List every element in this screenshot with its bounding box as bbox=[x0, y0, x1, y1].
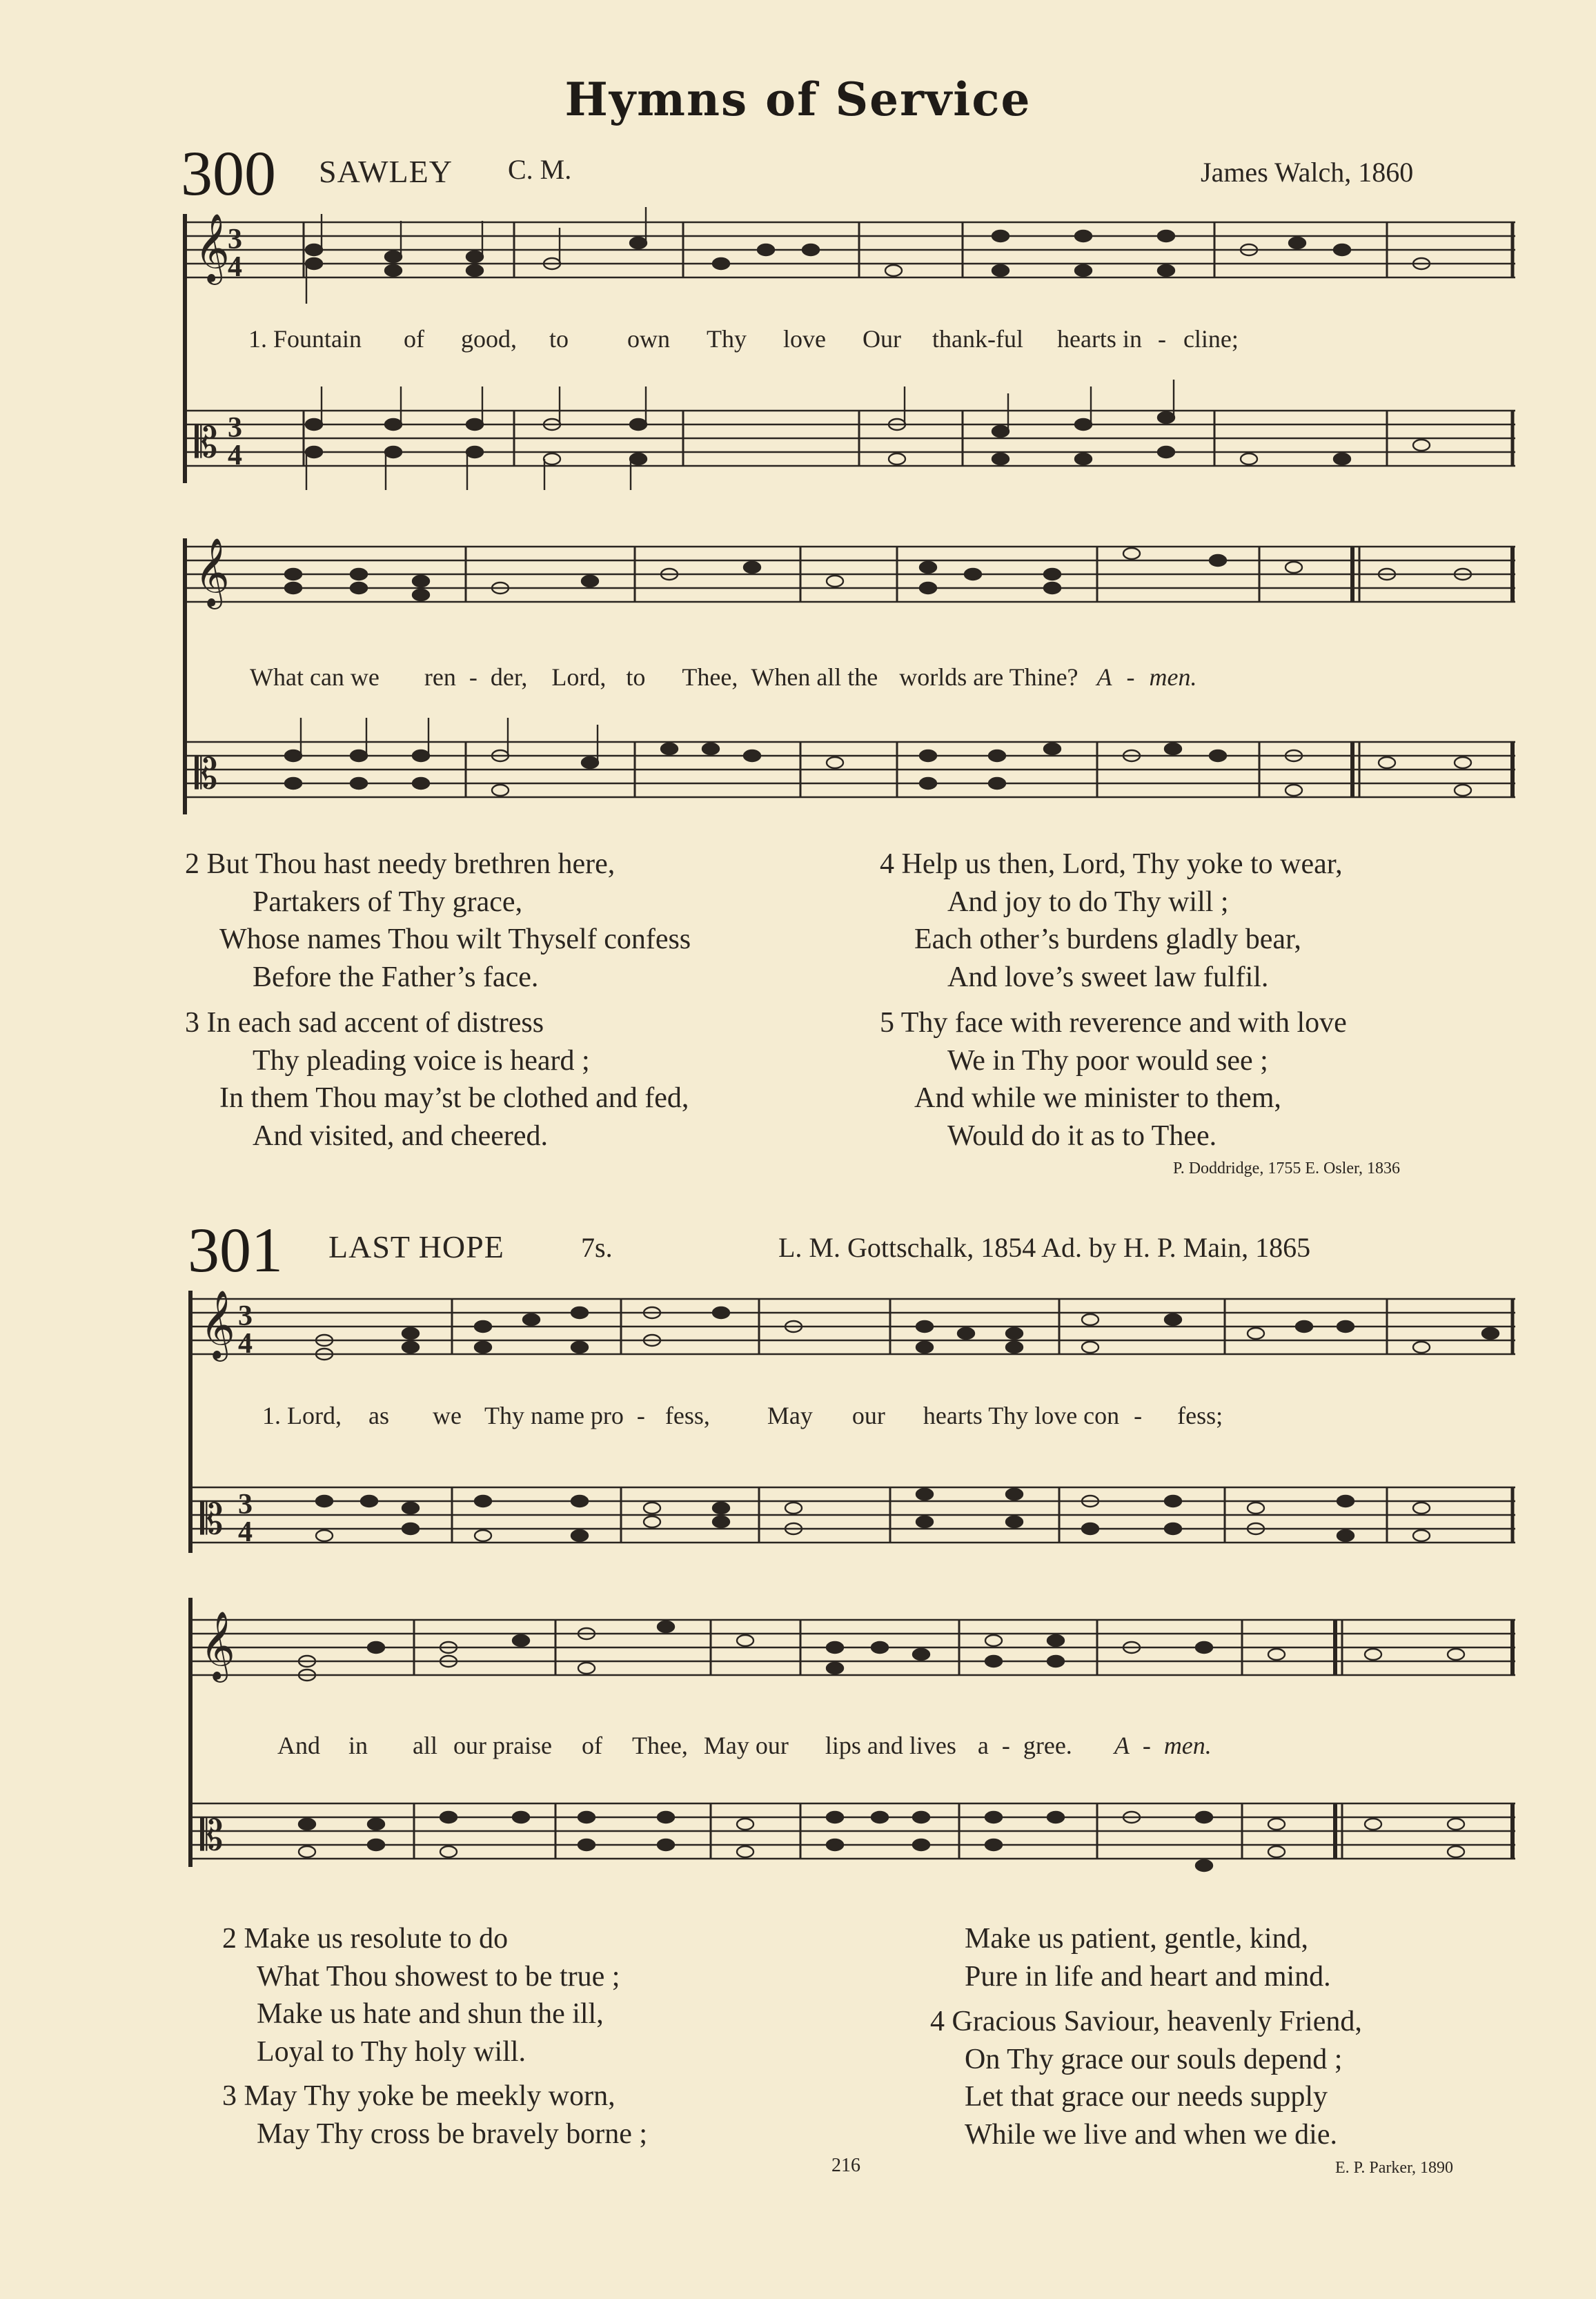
lyric-syllable: fess; bbox=[1177, 1402, 1223, 1429]
svg-text:4: 4 bbox=[228, 251, 242, 283]
stanza-line: And while we minister to them, bbox=[914, 1082, 1281, 1114]
composer-credit: James Walch, 1860 bbox=[1201, 157, 1414, 188]
lyric-line bbox=[262, 1401, 1223, 1430]
lyric-syllable: Thee, bbox=[631, 1732, 688, 1759]
lyric-syllable: - bbox=[1157, 325, 1166, 353]
lyric-line bbox=[248, 324, 1239, 353]
stanza-line: Let that grace our needs supply bbox=[965, 2081, 1328, 2113]
stanza-line: Help us then, Lord, Thy yoke to wear, bbox=[901, 848, 1343, 880]
svg-text:𝄡: 𝄡 bbox=[200, 1496, 224, 1544]
lyric-syllable: cline; bbox=[1183, 325, 1239, 353]
svg-text:3: 3 bbox=[238, 1489, 253, 1520]
page-title: Hymns of Service bbox=[564, 72, 1032, 126]
stanza-line: Each other’s burdens gladly bear, bbox=[914, 923, 1301, 955]
svg-text:4: 4 bbox=[228, 440, 242, 471]
svg-text:𝄞: 𝄞 bbox=[200, 1290, 235, 1359]
stanza bbox=[222, 2077, 647, 2153]
stanza-number: 4 bbox=[880, 848, 894, 880]
lyric-syllable: good, bbox=[461, 325, 518, 353]
lyric-syllable: - bbox=[1142, 1732, 1151, 1759]
lyric-syllable: May bbox=[767, 1402, 813, 1429]
lyric-syllable: love bbox=[783, 325, 827, 353]
lyric-syllable: a bbox=[977, 1732, 989, 1759]
stanza-continued bbox=[965, 1920, 1331, 1995]
stanza-line: In each sad accent of distress bbox=[206, 1007, 544, 1039]
lyric-syllable: worlds are Thine? bbox=[899, 663, 1078, 691]
stanza bbox=[930, 2003, 1362, 2153]
svg-text:𝄡: 𝄡 bbox=[195, 750, 218, 799]
lyric-line bbox=[277, 1731, 1212, 1760]
lyric-syllable: we bbox=[432, 1402, 462, 1429]
lyric-syllable: Thy name pro bbox=[484, 1402, 624, 1429]
composer-credit: L. M. Gottschalk, 1854 Ad. by H. P. Main, 1865 bbox=[778, 1232, 1311, 1263]
stanza-line: May Thy cross be bravely borne ; bbox=[257, 2117, 648, 2150]
stanza-number: 2 bbox=[185, 848, 199, 880]
stanza-line: We in Thy poor would see ; bbox=[947, 1044, 1268, 1077]
page-number: 216 bbox=[831, 2155, 860, 2176]
lyric-syllable: - bbox=[469, 663, 477, 691]
lyric-syllable: fess, bbox=[664, 1402, 710, 1429]
lyric-syllable: Our bbox=[863, 325, 902, 353]
lyric-syllable: thank-ful bbox=[932, 325, 1023, 353]
lyric-syllable: of bbox=[581, 1732, 602, 1759]
lyric-syllable: all bbox=[413, 1732, 437, 1759]
stanza bbox=[222, 1920, 620, 2071]
svg-text:𝄞: 𝄞 bbox=[195, 538, 230, 607]
hymn-number: 301 bbox=[188, 1215, 283, 1285]
stanza-line: Thy face with reverence and with love bbox=[900, 1007, 1347, 1039]
lyric-syllable: Lord, bbox=[551, 663, 607, 691]
lyric-syllable: our praise bbox=[453, 1732, 552, 1759]
lyric-syllable: to bbox=[549, 325, 569, 353]
stanza-line: Pure in life and heart and mind. bbox=[965, 1960, 1331, 1993]
lyric-syllable: 1. Fountain bbox=[248, 325, 362, 353]
lyric-syllable: Thee, bbox=[682, 663, 738, 691]
stanza-number: 3 bbox=[222, 2080, 237, 2112]
lyric-syllable: ren bbox=[424, 663, 456, 691]
stanza-line: What Thou showest to be true ; bbox=[257, 1960, 620, 1993]
stanza-line: But Thou hast needy brethren here, bbox=[206, 848, 615, 880]
stanza-number: 5 bbox=[880, 1007, 894, 1039]
stanza-line: Loyal to Thy holy will. bbox=[257, 2035, 526, 2068]
stanza-line: And visited, and cheered. bbox=[253, 1119, 549, 1152]
svg-text:𝄞: 𝄞 bbox=[200, 1611, 235, 1680]
lyric-syllable: A bbox=[1096, 663, 1112, 691]
lyric-syllable: And bbox=[277, 1732, 320, 1759]
stanza bbox=[880, 1004, 1347, 1155]
svg-text:3: 3 bbox=[228, 224, 242, 255]
stanza-line: Make us patient, gentle, kind, bbox=[965, 1923, 1309, 1955]
stanza-line: In them Thou may’st be clothed and fed, bbox=[219, 1082, 689, 1114]
svg-text:𝄡: 𝄡 bbox=[200, 1812, 224, 1860]
stanza-line: May Thy yoke be meekly worn, bbox=[244, 2080, 615, 2112]
lyric-syllable: as bbox=[368, 1402, 389, 1429]
stanza-line: Before the Father’s face. bbox=[253, 961, 539, 993]
stanza-number: 4 bbox=[930, 2006, 945, 2037]
svg-text:𝄞: 𝄞 bbox=[195, 213, 230, 282]
lyric-syllable: - bbox=[1134, 1402, 1143, 1429]
svg-text:4: 4 bbox=[238, 1328, 253, 1360]
author-credit: E. P. Parker, 1890 bbox=[1335, 2159, 1454, 2177]
lyric-syllable: to bbox=[626, 663, 646, 691]
lyric-syllable: - bbox=[636, 1402, 645, 1429]
stanza-line: And love’s sweet law fulfil. bbox=[947, 961, 1269, 993]
lyric-syllable: men. bbox=[1149, 663, 1197, 691]
lyric-syllable: men. bbox=[1163, 1732, 1212, 1759]
stanza-line: Make us hate and shun the ill, bbox=[257, 1998, 604, 2030]
stanza-line: Would do it as to Thee. bbox=[947, 1119, 1217, 1152]
lyric-syllable: - bbox=[1126, 663, 1135, 691]
lyric-line bbox=[250, 663, 1197, 692]
stanza-number: 2 bbox=[222, 1923, 237, 1955]
lyric-syllable: A bbox=[1114, 1732, 1130, 1759]
stanza bbox=[185, 1004, 689, 1155]
stanza bbox=[185, 845, 691, 996]
stanza-line: On Thy grace our souls depend ; bbox=[965, 2043, 1343, 2075]
stanza-line: And joy to do Thy will ; bbox=[947, 886, 1229, 918]
svg-text:3: 3 bbox=[228, 412, 242, 444]
lyric-syllable: of bbox=[404, 325, 425, 353]
lyric-syllable: gree. bbox=[1023, 1732, 1072, 1759]
lyric-syllable: Thy bbox=[707, 325, 747, 353]
lyric-syllable: - bbox=[1001, 1732, 1010, 1759]
lyric-syllable: hearts Thy love con bbox=[923, 1402, 1120, 1429]
lyric-syllable: in bbox=[348, 1732, 368, 1759]
lyric-syllable: May our bbox=[703, 1732, 789, 1759]
stanza-line: Thy pleading voice is heard ; bbox=[253, 1044, 590, 1077]
svg-text:𝄡: 𝄡 bbox=[195, 419, 218, 467]
stanza-number: 3 bbox=[185, 1007, 199, 1039]
lyric-syllable: our bbox=[851, 1402, 885, 1429]
lyric-syllable: lips and lives bbox=[825, 1732, 956, 1759]
lyric-syllable: What can we bbox=[250, 663, 380, 691]
lyric-syllable: When all the bbox=[751, 663, 878, 691]
stanza-line: Gracious Saviour, heavenly Friend, bbox=[952, 2006, 1362, 2037]
tune-name: SAWLEY bbox=[319, 154, 453, 189]
stanza bbox=[880, 845, 1343, 996]
tune-name: LAST HOPE bbox=[328, 1229, 504, 1264]
hymn-number: 300 bbox=[181, 138, 276, 208]
lyric-syllable: 1. Lord, bbox=[262, 1402, 342, 1429]
svg-text:4: 4 bbox=[238, 1516, 253, 1548]
stanza-line: Partakers of Thy grace, bbox=[253, 886, 523, 918]
stanza-line: While we live and when we die. bbox=[965, 2118, 1337, 2151]
meter: C. M. bbox=[508, 154, 572, 185]
meter: 7s. bbox=[581, 1232, 613, 1263]
lyric-syllable: hearts in bbox=[1056, 325, 1142, 353]
lyric-syllable: der, bbox=[490, 663, 528, 691]
lyric-syllable: own bbox=[627, 325, 671, 353]
stanza-line: Whose names Thou wilt Thyself confess bbox=[219, 923, 691, 955]
author-credit: P. Doddridge, 1755 E. Osler, 1836 bbox=[1173, 1160, 1401, 1177]
stanza-line: Make us resolute to do bbox=[244, 1923, 509, 1955]
svg-text:3: 3 bbox=[238, 1300, 253, 1332]
